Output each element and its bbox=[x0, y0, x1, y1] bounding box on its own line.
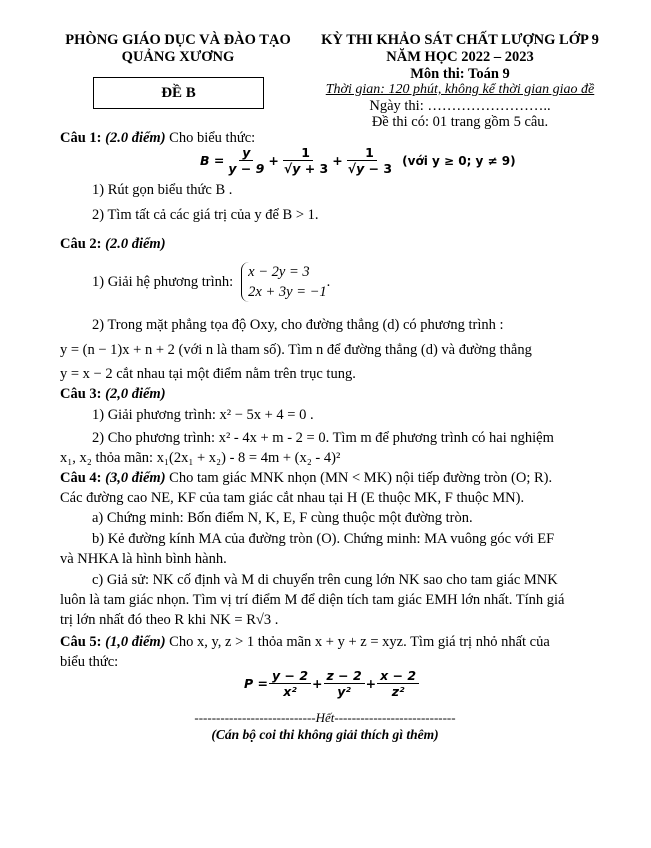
q5-line1: Cho x, y, z > 1 thỏa mãn x + y + z = xyz. Tìm giá trị nhỏ nhất của bbox=[169, 634, 550, 650]
q4-header bbox=[60, 470, 552, 487]
q2-header bbox=[60, 236, 166, 253]
q4-part-c-3: trị lớn nhất đó theo R khi NK = R√3 . bbox=[60, 612, 279, 628]
q4-part-b-2: và NHKA là hình bình hành. bbox=[60, 551, 227, 567]
q1-part2: 2) Tìm tất cả các giá trị của y để B > 1. bbox=[92, 207, 319, 223]
q3-header bbox=[60, 386, 166, 403]
exam-title: KỲ THI KHẢO SÁT CHẤT LƯỢNG LỚP 9 bbox=[321, 32, 599, 48]
proctor-note: (Cán bộ coi thi không giải thích gì thêm) bbox=[211, 727, 439, 742]
q1-f2-num: 1 bbox=[298, 145, 313, 161]
district-name: QUẢNG XƯƠNG bbox=[121, 49, 235, 65]
q2-part2-line3: y = x − 2 cắt nhau tại một điểm nằm trên trục tung. bbox=[60, 366, 356, 382]
q1-part1: 1) Rút gọn biểu thức B . bbox=[92, 182, 233, 198]
q5-p-var: P = bbox=[244, 676, 268, 691]
q1-label: Câu 1 bbox=[60, 130, 97, 146]
q4-part-b-1: b) Kẻ đường kính MA của đường tròn (O). Chứng minh: MA vuông góc với EF bbox=[92, 531, 555, 547]
subject: Môn thi: Toán 9 bbox=[410, 66, 510, 82]
exam-code: ĐỀ B bbox=[161, 85, 196, 101]
q5-f3-den: z² bbox=[391, 684, 405, 699]
q1-f1-num: y bbox=[239, 145, 253, 161]
q1-f3-den-tail: − 3 bbox=[368, 161, 393, 176]
q4-points: (3,0 điểm) bbox=[105, 470, 166, 486]
q1-fraction-3 bbox=[344, 145, 395, 176]
q3-points: (2,0 điểm) bbox=[105, 386, 166, 402]
q5-f1-num: y − 2 bbox=[269, 668, 311, 684]
q1-fraction-1 bbox=[225, 145, 267, 176]
q5-label: Câu 5: bbox=[60, 634, 102, 650]
q1-plus-1: + bbox=[268, 153, 279, 168]
q1-points: (2.0 điểm) bbox=[105, 130, 166, 146]
q4-part-a: a) Chứng minh: Bốn điểm N, K, E, F cùng thuộc một đường tròn. bbox=[92, 510, 473, 526]
q5-fraction-3 bbox=[377, 668, 419, 699]
q4-label: Câu 4: bbox=[60, 470, 102, 486]
q1-f3-num: 1 bbox=[362, 145, 377, 161]
q4-intro-1: Cho tam giác MNK nhọn (MN < MK) nội tiếp đường tròn (O; R). bbox=[169, 470, 553, 486]
q1-b-var: B = bbox=[200, 153, 225, 168]
q3-label: Câu 3: bbox=[60, 386, 102, 402]
q4-part-c-2: luôn là tam giác nhọn. Tìm vị trí điểm M để diện tích tam giác EMH lớn nhất. Tính giá bbox=[60, 592, 565, 608]
q5-f1-den: x² bbox=[283, 684, 297, 699]
q5-header bbox=[60, 634, 550, 651]
q3-part2-line1: 2) Cho phương trình: x² - 4x + m - 2 = 0. Tìm m để phương trình có hai nghiệm bbox=[92, 430, 554, 446]
q1-header: Câu 1: (2.0 điểm) Cho biểu thức: bbox=[60, 130, 256, 146]
q5-f2-num: z − 2 bbox=[324, 668, 365, 684]
q1-intro: Cho biểu thức: bbox=[169, 130, 256, 146]
q1-f2-den-tail: + 3 bbox=[304, 161, 329, 176]
q2-part2-line2: y = (n − 1)x + n + 2 (với n là tham số). Tìm n để đường thẳng (d) và đường thẳng bbox=[60, 342, 532, 358]
q1-f1-den: y − 9 bbox=[228, 161, 265, 176]
q2-eq2: 2x + 3y = −1 bbox=[248, 284, 327, 300]
q4-part-c-1: c) Giả sử: NK cố định và M di chuyển trên cung lớn NK sao cho tam giác MNK bbox=[92, 572, 558, 588]
q2-part1-intro: 1) Giải hệ phương trình: bbox=[92, 273, 234, 290]
q1-f2-sqrt: √y bbox=[283, 161, 301, 176]
q5-fraction-2 bbox=[324, 668, 365, 699]
q3-part2-line2: x₁, x₂ thỏa mãn: x₁(2x₁ + x₂) - 8 = 4m + (x₂ - 4)² bbox=[60, 450, 341, 466]
q1-f3-sqrt: √y bbox=[347, 161, 365, 176]
q5-line2: biểu thức: bbox=[60, 654, 119, 670]
q3-part1: 1) Giải phương trình: x² − 5x + 4 = 0 . bbox=[92, 407, 314, 423]
q5-formula: P = $\frac{y - 2}{\text{x²}}$ + $\frac{z - 2}{\text{y²}}$ + $\frac{x - 2}{\text{z²}}$ bbox=[244, 668, 420, 699]
duration: Thời gian: 120 phút, không kể thời gian giao đề bbox=[325, 82, 595, 97]
q1-condition: (với y ≥ 0; y ≠ 9) bbox=[402, 153, 516, 168]
q2-eq1: x − 2y = 3 bbox=[248, 264, 310, 280]
q2-points: (2.0 điểm) bbox=[105, 236, 166, 252]
dept-name: PHÒNG GIÁO DỤC VÀ ĐÀO TẠO bbox=[65, 32, 291, 48]
q2-system bbox=[241, 262, 326, 302]
q5-fraction-1 bbox=[269, 668, 311, 699]
q4-intro-2: Các đường cao NE, KF của tam giác cắt nhau tại H (E thuộc MK, F thuộc MN). bbox=[60, 490, 525, 506]
q2-part2-line1: 2) Trong mặt phẳng tọa độ Oxy, cho đường thẳng (d) có phương trình : bbox=[92, 317, 504, 333]
exam-date: Ngày thi: …………………….. bbox=[369, 98, 551, 114]
q5-f3-num: x − 2 bbox=[377, 668, 419, 684]
q5-f2-den: y² bbox=[337, 684, 351, 699]
q2-label: Câu 2: bbox=[60, 236, 102, 252]
exam-code-box bbox=[93, 77, 264, 109]
q5-points: (1,0 điểm) bbox=[105, 634, 166, 650]
end-mark: ----------------------------Hết---------------------------- bbox=[194, 710, 456, 725]
q1-plus-2: + bbox=[332, 153, 343, 168]
page-info: Đề thi có: 01 trang gồm 5 câu. bbox=[371, 114, 549, 130]
q2-part1: 1) Giải hệ phương trình: x − 2y = 3 2x + 3y = −1 . bbox=[92, 264, 331, 300]
q1-formula bbox=[200, 145, 516, 176]
school-year: NĂM HỌC 2022 – 2023 bbox=[386, 49, 534, 65]
q1-fraction-2 bbox=[280, 145, 331, 176]
